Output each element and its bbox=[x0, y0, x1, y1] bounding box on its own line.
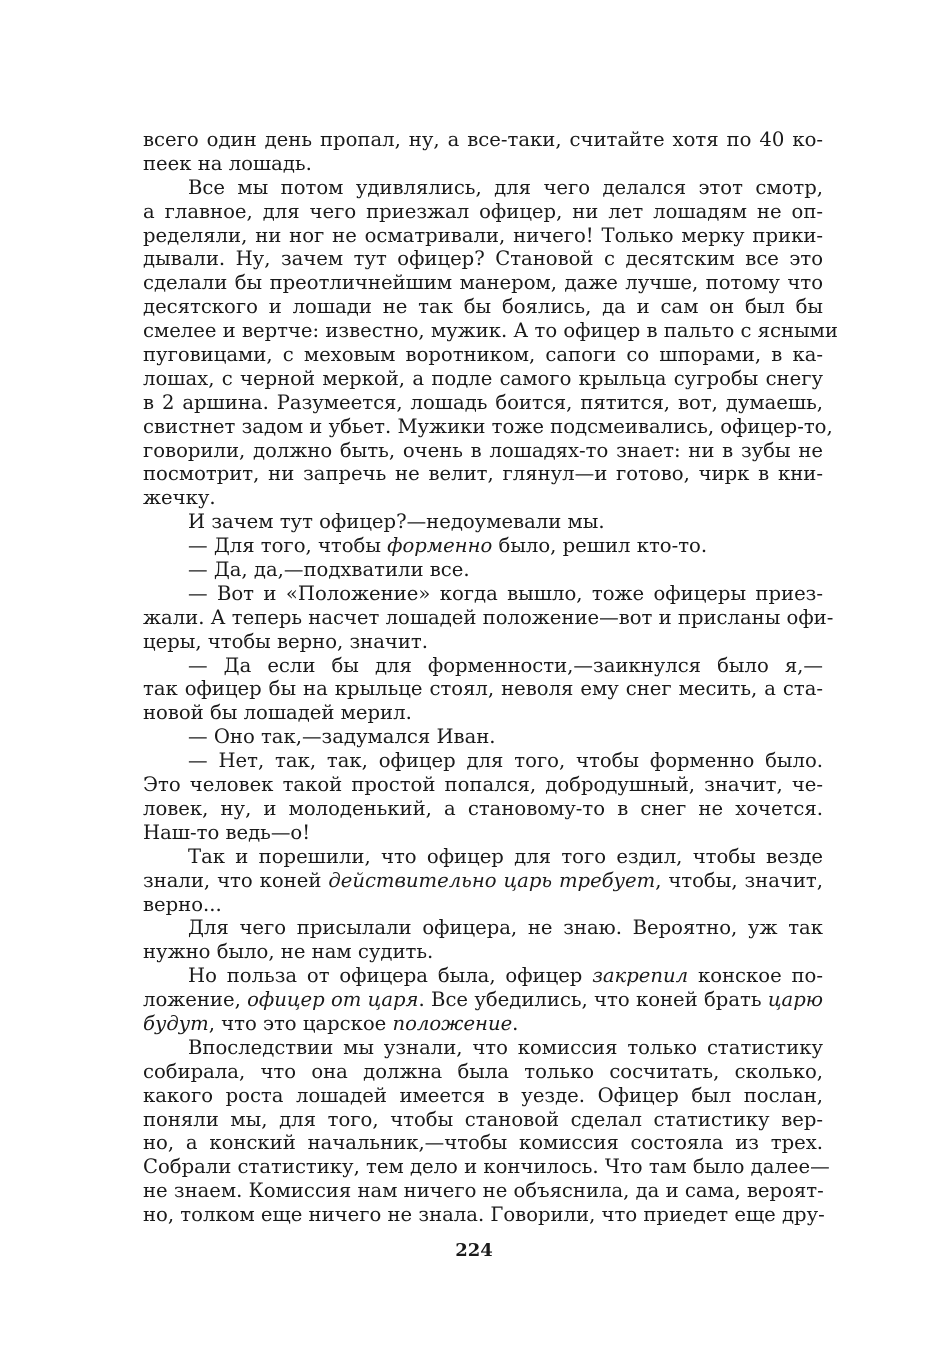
text-segment: Собрали статистику, тем дело и кончилось. Что там было далее— bbox=[143, 1155, 830, 1179]
text-line bbox=[143, 414, 833, 439]
italic-text: офицер от царя bbox=[247, 988, 419, 1012]
text-line bbox=[143, 1179, 823, 1203]
text-segment: посмотрит, ни запречь не велит, глянул—и готово, чирк в кни- bbox=[143, 462, 823, 486]
text-line bbox=[143, 295, 823, 319]
text-line bbox=[143, 558, 823, 582]
text-segment: всего один день пропал, ну, а все-таки, считайте хотя по 40 ко- bbox=[143, 128, 823, 151]
text-line bbox=[143, 797, 823, 821]
text-line bbox=[143, 654, 823, 678]
text-segment: — Для того, чтобы bbox=[188, 534, 388, 558]
text-segment: , что это царское bbox=[208, 1011, 393, 1035]
text-line bbox=[143, 916, 823, 940]
text-segment: Но польза от офицера была, офицер bbox=[188, 964, 593, 988]
text-segment: нужно было, не нам судить. bbox=[143, 940, 434, 964]
text-segment: Наш-то ведь—о! bbox=[143, 820, 311, 844]
text-segment: дывали. Ну, зачем тут офицер? Становой с десятским все это bbox=[143, 247, 823, 271]
italic-text: положение bbox=[392, 1011, 513, 1035]
text-line bbox=[143, 964, 823, 988]
text-segment: но, толком еще ничего не знала. Говорили, что приедет еще дру- bbox=[143, 1203, 825, 1227]
text-segment: ловек, ну, и молоденький, а становому-то в снег не хочется. bbox=[143, 796, 823, 820]
text-segment: в 2 аршина. Разумеется, лошадь боится, пятится, вот, думаешь, bbox=[143, 390, 823, 414]
text-segment: . bbox=[512, 1011, 519, 1035]
text-segment: новой бы лошадей мерил. bbox=[143, 701, 412, 725]
text-segment: конское по- bbox=[688, 964, 823, 988]
text-line bbox=[143, 510, 823, 534]
text-line bbox=[143, 343, 823, 367]
text-segment: а главное, для чего приезжал офицер, ни лет лошадям не оп- bbox=[143, 199, 823, 223]
text-line bbox=[143, 200, 823, 224]
text-segment: — Да, да,—подхватили все. bbox=[188, 558, 470, 582]
text-segment: Так и порешили, что офицер для того ездил, чтобы везде bbox=[188, 844, 823, 868]
italic-text: действительно царь требует bbox=[328, 868, 656, 892]
text-segment: смелее и вертче: известно, мужик. А то офицер в пальто с ясными bbox=[143, 319, 838, 343]
text-segment: так офицер бы на крыльце стоял, неволя ему снег месить, а ста- bbox=[143, 677, 823, 701]
text-segment: говорили, должно быть, очень в лошадях-то знает: ни в зубы не bbox=[143, 438, 823, 462]
text-line bbox=[143, 582, 823, 606]
text-line bbox=[143, 1036, 823, 1060]
text-line bbox=[143, 988, 823, 1012]
text-segment: . Все убедились, что коней брать bbox=[418, 988, 768, 1012]
text-segment: Впоследствии мы узнали, что комиссия только статистику bbox=[188, 1035, 823, 1059]
text-line bbox=[143, 1155, 830, 1179]
page-number: 224 bbox=[455, 1240, 493, 1261]
text-line bbox=[143, 677, 823, 701]
text-segment: Для чего присылали офицера, не знаю. Вероятно, уж так bbox=[188, 916, 823, 940]
text-segment: церы, чтобы верно, значит. bbox=[143, 629, 428, 653]
text-line bbox=[143, 391, 823, 415]
text-segment: И зачем тут офицер?—недоумевали мы. bbox=[188, 510, 605, 534]
text-segment: свистнет задом и убьет. Мужики тоже подсмеивались, офицер-то, bbox=[143, 414, 833, 438]
text-segment: Все мы потом удивлялись, для чего делался этот смотр, bbox=[188, 175, 823, 199]
text-segment: жечку. bbox=[143, 486, 216, 510]
text-line bbox=[143, 1060, 823, 1084]
text-line bbox=[143, 773, 823, 797]
text-line bbox=[143, 128, 823, 152]
text-segment: сделали бы преотличнейшим манером, даже лучше, потому что bbox=[143, 271, 823, 295]
text-segment: не знаем. Комиссия нам ничего не объяснила, да и сама, вероят- bbox=[143, 1179, 824, 1203]
text-line bbox=[143, 845, 823, 869]
text-line bbox=[143, 1131, 823, 1155]
text-line bbox=[143, 701, 823, 725]
text-line bbox=[143, 869, 823, 893]
text-segment: собирала, что она должна была только сосчитать, сколько, bbox=[143, 1059, 823, 1083]
text-line bbox=[143, 893, 823, 917]
text-line bbox=[143, 439, 823, 463]
text-line bbox=[143, 534, 823, 558]
text-line bbox=[143, 1203, 823, 1227]
text-line bbox=[143, 486, 823, 510]
text-line bbox=[143, 224, 823, 248]
italic-text: закрепил bbox=[592, 964, 689, 988]
italic-text: будут bbox=[143, 1011, 209, 1035]
text-segment: лошах, с черной меркой, а подле самого крыльца сугробы снегу bbox=[143, 366, 823, 390]
text-line bbox=[143, 605, 834, 630]
text-line bbox=[143, 630, 823, 654]
text-line bbox=[143, 1084, 823, 1108]
text-line bbox=[143, 749, 823, 773]
text-segment: ложение, bbox=[143, 988, 248, 1012]
text-line bbox=[143, 940, 823, 964]
text-segment: пеек на лошадь. bbox=[143, 151, 312, 175]
text-line bbox=[143, 176, 823, 200]
text-line bbox=[143, 1108, 823, 1132]
text-segment: знали, что коней bbox=[143, 868, 329, 892]
text-segment: — Оно так,—задумался Иван. bbox=[188, 725, 496, 749]
text-segment: пуговицами, с меховым воротником, сапоги со шпорами, в ка- bbox=[143, 343, 823, 367]
text-line bbox=[143, 462, 823, 486]
text-segment: какого роста лошадей имеется в уезде. Офицер был послан, bbox=[143, 1083, 823, 1107]
text-line bbox=[143, 1012, 823, 1036]
text-line bbox=[143, 725, 823, 749]
text-segment: верно... bbox=[143, 892, 222, 916]
text-segment: — Вот и «Положение» когда вышло, тоже офицеры приез- bbox=[188, 581, 823, 605]
text-segment: поняли мы, для того, чтобы становой сделал статистику вер- bbox=[143, 1107, 823, 1131]
text-line bbox=[143, 271, 823, 295]
text-segment: , чтобы, значит, bbox=[655, 868, 823, 892]
text-line bbox=[143, 319, 838, 343]
text-segment: было, решил кто-то. bbox=[492, 534, 708, 558]
text-segment: Это человек такой простой попался, добродушный, значит, че- bbox=[143, 773, 823, 797]
text-line bbox=[143, 247, 823, 271]
text-segment: ределяли, ни ног не осматривали, ничего! Только мерку прики- bbox=[143, 223, 823, 247]
body-text bbox=[143, 128, 838, 1227]
text-segment: — Нет, так, так, офицер для того, чтобы форменно было. bbox=[188, 749, 823, 773]
text-segment: жали. А теперь насчет лошадей положение—вот и присланы офи- bbox=[143, 605, 834, 629]
text-segment: но, а конский начальник,—чтобы комиссия состояла из трех. bbox=[143, 1131, 823, 1155]
text-line bbox=[143, 367, 823, 391]
text-line bbox=[143, 821, 823, 845]
text-segment: десятского и лошади не так бы боялись, да и сам он был бы bbox=[143, 295, 823, 319]
italic-text: форменно bbox=[387, 534, 493, 558]
text-line bbox=[143, 152, 823, 176]
italic-text: царю bbox=[767, 988, 823, 1012]
text-segment: — Да если бы для форменности,—заикнулся было я,— bbox=[188, 653, 823, 677]
